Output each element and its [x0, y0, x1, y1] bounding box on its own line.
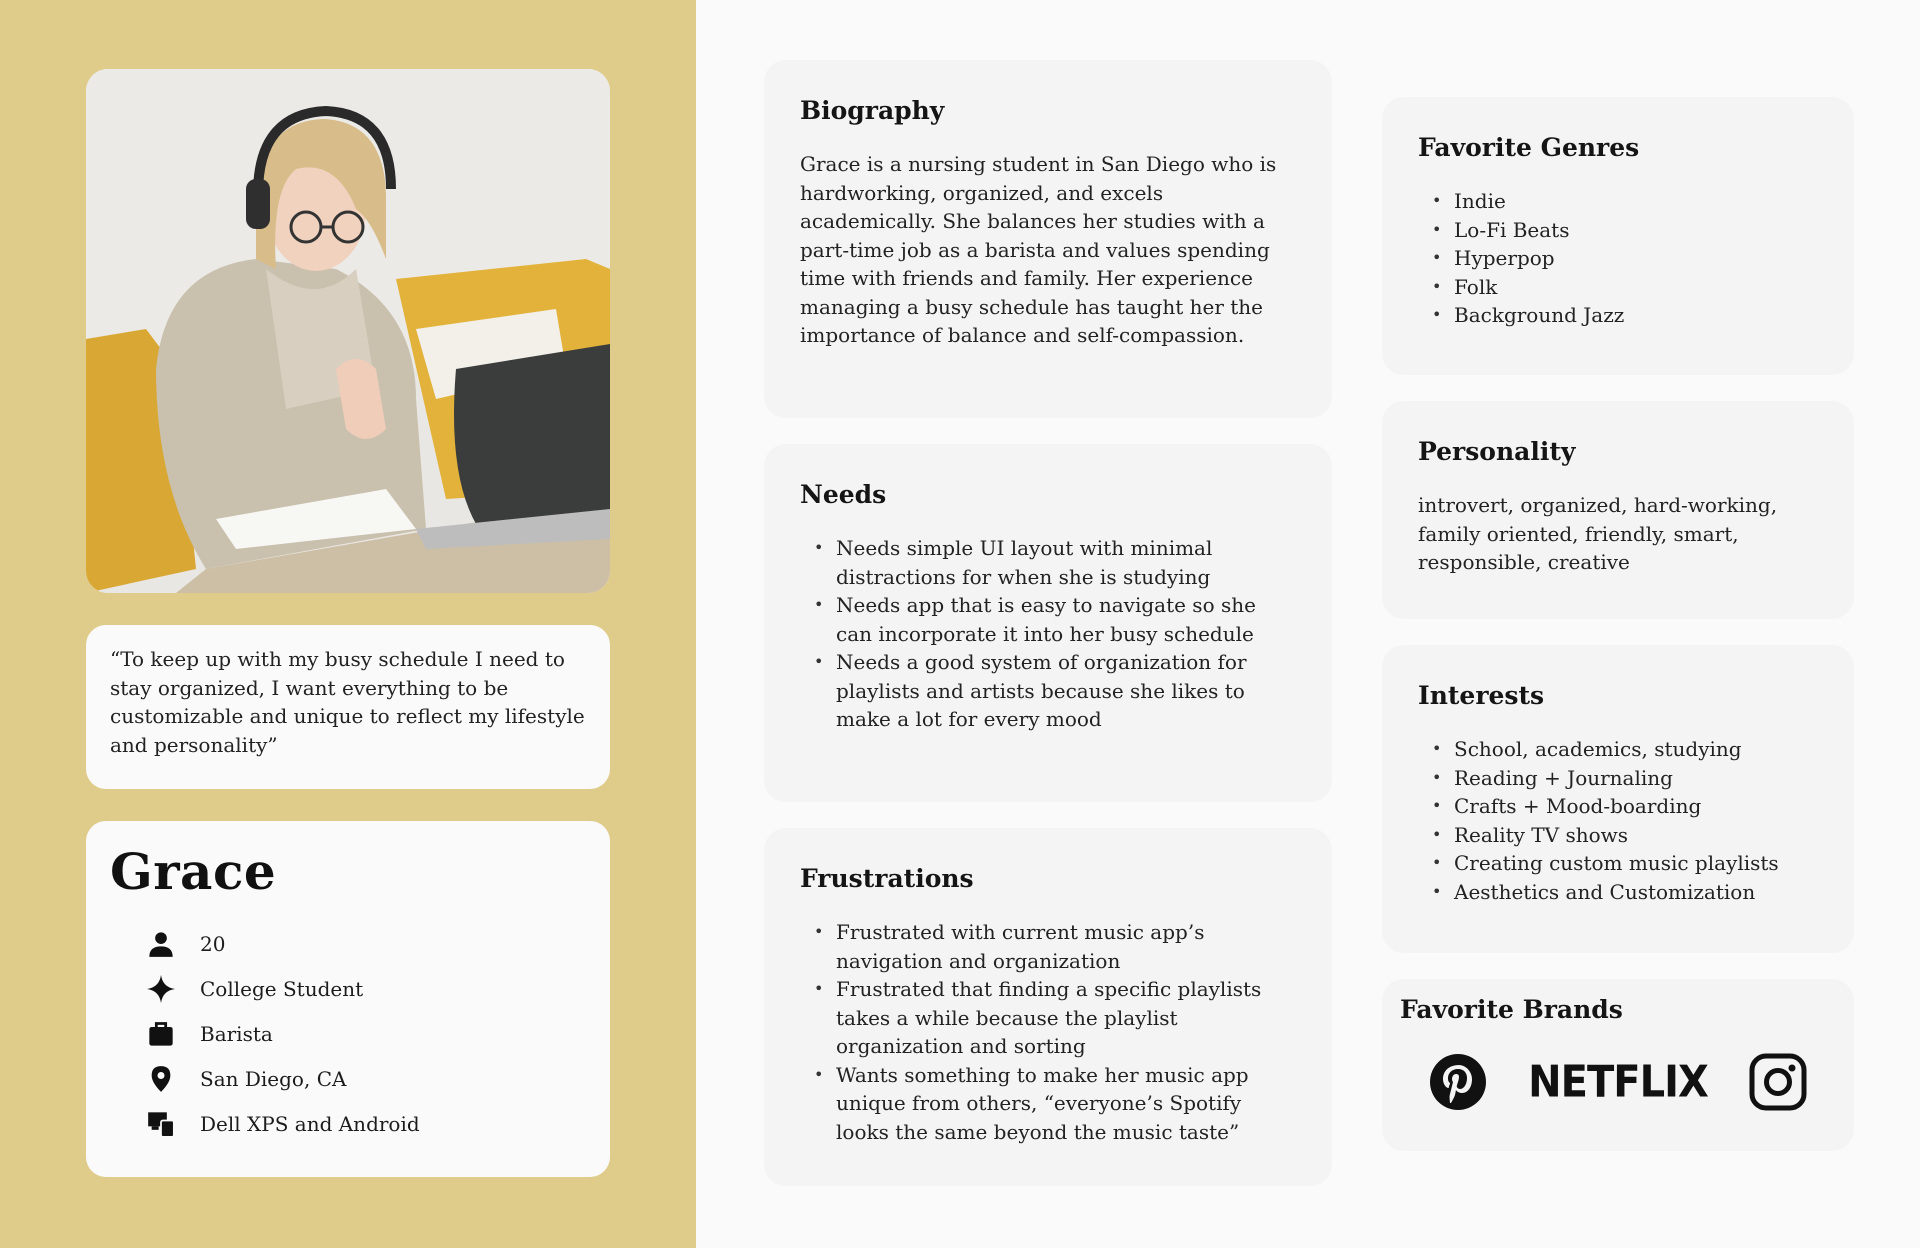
netflix-logo: NETFLIX [1528, 1056, 1708, 1108]
biography-text: Grace is a nursing student in San Diego who is hardworking, organized, and excels academically. She balances her studies with a part-time job as a barista and values spending time with friends and family. Her experience managing a busy schedule has taught her the importance of balance and self-compassion. [800, 152, 1277, 347]
frustrations-list [800, 918, 1296, 1146]
needs-list [800, 534, 1296, 734]
personality-card [1382, 401, 1854, 619]
location-pin-icon [146, 1064, 176, 1094]
quote-card [86, 625, 610, 789]
persona-photo [86, 69, 610, 593]
person-icon [146, 929, 176, 959]
list-item: • Hyperpop [1418, 244, 1818, 273]
list-item: • Lo-Fi Beats [1418, 216, 1818, 245]
profile-card [86, 821, 610, 1177]
needs-title: Needs [800, 480, 887, 509]
attribute-job-label: Barista [200, 1021, 273, 1046]
brands-title: Favorite Brands [1400, 995, 1623, 1024]
list-item: • Needs a good system of organization for playlists and artists because she likes to make a lot for every mood [800, 648, 1296, 734]
attribute-location [110, 1056, 586, 1101]
frustrations-card [764, 828, 1332, 1186]
instagram-icon [1749, 1053, 1807, 1111]
list-item: • Needs simple UI layout with minimal distractions for when she is studying [800, 534, 1296, 591]
attribute-devices [110, 1101, 586, 1146]
list-item: • Needs app that is easy to navigate so she can incorporate it into her busy schedule [800, 591, 1296, 648]
list-item: • Crafts + Mood-boarding [1418, 792, 1818, 821]
list-item: • Aesthetics and Customization [1418, 878, 1818, 907]
devices-icon [146, 1109, 176, 1139]
brand-logos [1400, 1037, 1836, 1127]
persona-quote: “To keep up with my busy schedule I need to stay organized, I want everything to be customizable and unique to reflect my lifestyle and personality” [110, 647, 585, 757]
sparkle-icon [146, 974, 176, 1004]
biography-card [764, 60, 1332, 418]
attribute-age [110, 921, 586, 966]
list-item: • Background Jazz [1418, 301, 1818, 330]
attribute-devices-label: Dell XPS and Android [200, 1111, 420, 1136]
attribute-occupation [110, 966, 586, 1011]
list-item: • School, academics, studying [1418, 735, 1818, 764]
persona-photo-illustration [86, 69, 610, 593]
interests-list [1418, 735, 1818, 906]
list-item: • Creating custom music playlists [1418, 849, 1818, 878]
list-item: • Frustrated that finding a specific playlists takes a while because the playlist organization and sorting [800, 975, 1296, 1061]
pinterest-icon [1429, 1053, 1487, 1111]
attribute-age-label: 20 [200, 931, 226, 956]
interests-title: Interests [1418, 681, 1545, 710]
list-item: • Wants something to make her music app unique from others, “everyone’s Spotify looks the same beyond the music taste” [800, 1061, 1296, 1147]
list-item: • Frustrated with current music app’s navigation and organization [800, 918, 1296, 975]
frustrations-title: Frustrations [800, 864, 974, 893]
favorite-genres-card [1382, 97, 1854, 375]
list-item: • Reading + Journaling [1418, 764, 1818, 793]
interests-card [1382, 645, 1854, 953]
needs-card [764, 444, 1332, 802]
genres-list [1418, 187, 1818, 330]
persona-name: Grace [110, 842, 277, 901]
attribute-location-label: San Diego, CA [200, 1066, 347, 1091]
briefcase-icon [146, 1019, 176, 1049]
list-item: • Folk [1418, 273, 1818, 302]
favorite-brands-card [1382, 979, 1854, 1151]
personality-title: Personality [1418, 437, 1576, 466]
list-item: • Reality TV shows [1418, 821, 1818, 850]
attribute-job [110, 1011, 586, 1056]
biography-title: Biography [800, 96, 945, 125]
personality-text: introvert, organized, hard-working, family oriented, friendly, smart, responsible, creative [1418, 493, 1778, 574]
list-item: • Indie [1418, 187, 1818, 216]
genres-title: Favorite Genres [1418, 133, 1640, 162]
attribute-occupation-label: College Student [200, 976, 364, 1001]
